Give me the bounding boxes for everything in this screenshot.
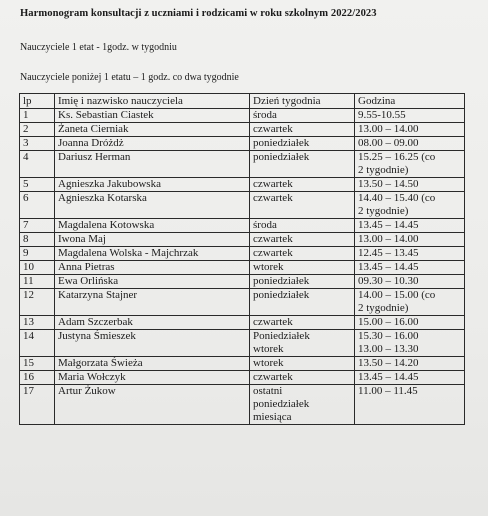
- cell-lp: 13: [20, 316, 55, 330]
- cell-teacher-name: Katarzyna Stajner: [55, 289, 250, 316]
- table-row: [20, 151, 465, 178]
- cell-lp: 7: [20, 219, 55, 233]
- cell-lp: 8: [20, 233, 55, 247]
- cell-hours: [355, 151, 465, 178]
- hours-line: 11.00 – 11.45: [358, 385, 418, 397]
- cell-teacher-name: Justyna Śmieszek: [55, 330, 250, 357]
- table-row: [20, 275, 465, 289]
- day-line: wtorek: [253, 261, 284, 273]
- day-line: poniedziałek: [253, 289, 310, 301]
- header-day: Dzień tygodnia: [250, 94, 355, 109]
- consultation-table: [19, 93, 465, 425]
- note-part-time: Nauczyciele poniżej 1 etatu – 1 godz. co dwa tygodnie: [20, 72, 239, 83]
- day-line: poniedziałek: [253, 151, 310, 163]
- cell-lp: 2: [20, 123, 55, 137]
- cell-lp: 14: [20, 330, 55, 357]
- table-body: [20, 109, 465, 425]
- cell-hours: [355, 330, 465, 357]
- day-line: czwartek: [253, 316, 293, 328]
- cell-hours: [355, 247, 465, 261]
- hours-line: 15.00 – 16.00: [358, 316, 419, 328]
- day-line: czwartek: [253, 178, 293, 190]
- cell-day: [250, 192, 355, 219]
- cell-teacher-name: Magdalena Wolska - Majchrzak: [55, 247, 250, 261]
- table-row: [20, 219, 465, 233]
- day-line: poniedziałek: [253, 137, 310, 149]
- table-row: [20, 137, 465, 151]
- day-line: czwartek: [253, 233, 293, 245]
- day-line: Poniedziałek: [253, 330, 310, 342]
- cell-teacher-name: Artur Żukow: [55, 385, 250, 425]
- table-header-row: [20, 94, 465, 109]
- cell-day: [250, 316, 355, 330]
- header-hours: Godzina: [355, 94, 465, 109]
- cell-hours: [355, 357, 465, 371]
- table-row: [20, 316, 465, 330]
- hours-line: 13.45 – 14.45: [358, 261, 419, 273]
- hours-line: 13.00 – 14.00: [358, 123, 419, 135]
- cell-hours: [355, 385, 465, 425]
- cell-teacher-name: Dariusz Herman: [55, 151, 250, 178]
- day-line: poniedziałek: [253, 275, 310, 287]
- cell-day: [250, 151, 355, 178]
- hours-line: 13.00 – 14.00: [358, 233, 419, 245]
- cell-day: [250, 178, 355, 192]
- header-name: Imię i nazwisko nauczyciela: [55, 94, 250, 109]
- cell-teacher-name: Ks. Sebastian Ciastek: [55, 109, 250, 123]
- cell-lp: 10: [20, 261, 55, 275]
- cell-lp: 5: [20, 178, 55, 192]
- day-line: czwartek: [253, 247, 293, 259]
- hours-line: 08.00 – 09.00: [358, 137, 419, 149]
- cell-teacher-name: Joanna Dróżdż: [55, 137, 250, 151]
- hours-line: 13.45 – 14.45: [358, 371, 419, 383]
- day-line: środa: [253, 109, 277, 121]
- cell-day: [250, 109, 355, 123]
- cell-day: [250, 247, 355, 261]
- cell-hours: [355, 192, 465, 219]
- cell-lp: 6: [20, 192, 55, 219]
- cell-lp: 4: [20, 151, 55, 178]
- day-line: czwartek: [253, 371, 293, 383]
- cell-hours: [355, 178, 465, 192]
- cell-hours: [355, 371, 465, 385]
- hours-line: 12.45 – 13.45: [358, 247, 419, 259]
- hours-line: 14.00 – 15.00 (co: [358, 289, 436, 301]
- hours-line: 13.45 – 14.45: [358, 219, 419, 231]
- cell-lp: 1: [20, 109, 55, 123]
- cell-day: [250, 261, 355, 275]
- cell-day: [250, 137, 355, 151]
- cell-day: [250, 330, 355, 357]
- table-row: [20, 371, 465, 385]
- cell-teacher-name: Żaneta Cierniak: [55, 123, 250, 137]
- table-row: [20, 247, 465, 261]
- cell-day: [250, 123, 355, 137]
- cell-day: [250, 219, 355, 233]
- cell-lp: 3: [20, 137, 55, 151]
- hours-line: 13.50 – 14.20: [358, 357, 419, 369]
- day-line: czwartek: [253, 123, 293, 135]
- cell-day: [250, 289, 355, 316]
- cell-lp: 15: [20, 357, 55, 371]
- day-line: miesiąca: [253, 411, 292, 423]
- table-row: [20, 123, 465, 137]
- cell-hours: [355, 219, 465, 233]
- day-line: środa: [253, 219, 277, 231]
- table-row: [20, 233, 465, 247]
- cell-hours: [355, 275, 465, 289]
- cell-day: [250, 385, 355, 425]
- cell-day: [250, 233, 355, 247]
- table-row: [20, 330, 465, 357]
- document-title: Harmonogram konsultacji z uczniami i rodzicami w roku szkolnym 2022/2023: [20, 8, 377, 19]
- hours-line: 09.30 – 10.30: [358, 275, 419, 287]
- table-row: [20, 192, 465, 219]
- cell-teacher-name: Agnieszka Kotarska: [55, 192, 250, 219]
- cell-hours: [355, 316, 465, 330]
- hours-line: 2 tygodnie): [358, 302, 409, 314]
- cell-teacher-name: Adam Szczerbak: [55, 316, 250, 330]
- cell-teacher-name: Ewa Orlińska: [55, 275, 250, 289]
- cell-day: [250, 357, 355, 371]
- cell-hours: [355, 109, 465, 123]
- hours-line: 2 tygodnie): [358, 164, 409, 176]
- hours-line: 15.25 – 16.25 (co: [358, 151, 436, 163]
- cell-day: [250, 275, 355, 289]
- cell-teacher-name: Agnieszka Jakubowska: [55, 178, 250, 192]
- cell-lp: 12: [20, 289, 55, 316]
- header-lp: lp: [20, 94, 55, 109]
- table-row: [20, 357, 465, 371]
- cell-lp: 17: [20, 385, 55, 425]
- table-row: [20, 178, 465, 192]
- hours-line: 14.40 – 15.40 (co: [358, 192, 436, 204]
- hours-line: 9.55-10.55: [358, 109, 406, 121]
- hours-line: 15.30 – 16.00: [358, 330, 419, 342]
- cell-hours: [355, 137, 465, 151]
- day-line: ostatni: [253, 385, 283, 397]
- table-row: [20, 385, 465, 425]
- cell-hours: [355, 261, 465, 275]
- cell-lp: 16: [20, 371, 55, 385]
- day-line: czwartek: [253, 192, 293, 204]
- cell-hours: [355, 123, 465, 137]
- note-full-time: Nauczyciele 1 etat - 1godz. w tygodniu: [20, 42, 177, 53]
- hours-line: 13.50 – 14.50: [358, 178, 419, 190]
- cell-hours: [355, 233, 465, 247]
- cell-teacher-name: Maria Wołczyk: [55, 371, 250, 385]
- table-row: [20, 261, 465, 275]
- table-row: [20, 289, 465, 316]
- cell-teacher-name: Anna Pietras: [55, 261, 250, 275]
- cell-teacher-name: Małgorzata Świeża: [55, 357, 250, 371]
- cell-teacher-name: Iwona Maj: [55, 233, 250, 247]
- day-line: wtorek: [253, 357, 284, 369]
- day-line: poniedziałek: [253, 398, 310, 410]
- hours-line: 13.00 – 13.30: [358, 343, 419, 355]
- cell-lp: 11: [20, 275, 55, 289]
- hours-line: 2 tygodnie): [358, 205, 409, 217]
- day-line: wtorek: [253, 343, 284, 355]
- cell-teacher-name: Magdalena Kotowska: [55, 219, 250, 233]
- table-row: [20, 109, 465, 123]
- cell-lp: 9: [20, 247, 55, 261]
- cell-day: [250, 371, 355, 385]
- cell-hours: [355, 289, 465, 316]
